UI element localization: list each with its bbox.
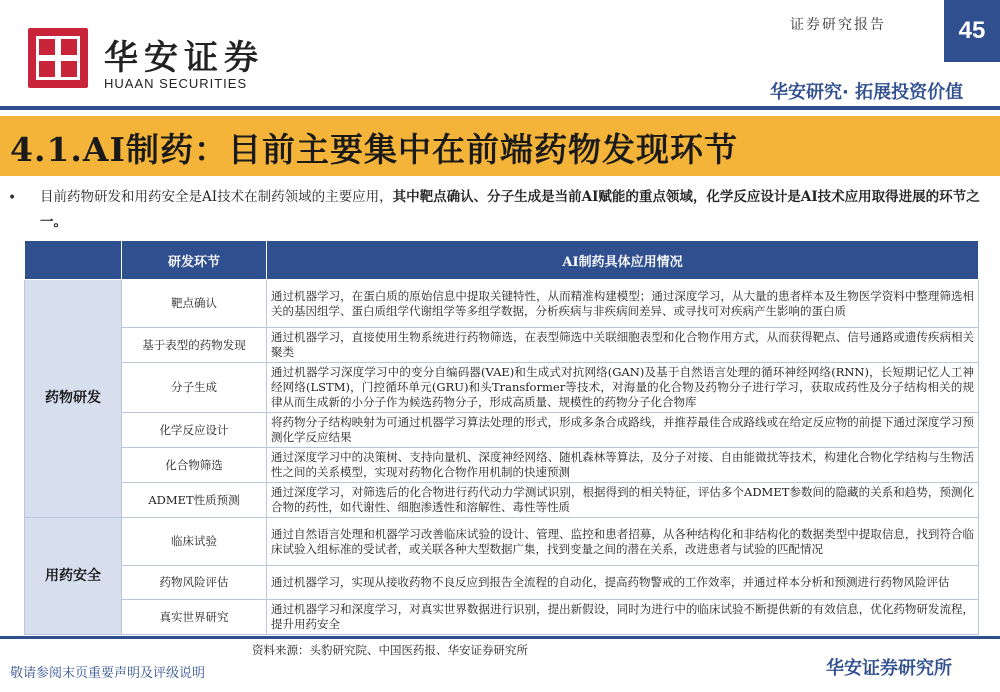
- desc-cell: 通过机器学习，实现从接收药物不良反应到报告全流程的自动化，提高药物警戒的工作效率，并通过样本分析和预测进行药物风险评估: [267, 566, 979, 600]
- header-divider: [0, 106, 1000, 110]
- desc-cell: 通过机器学习，直接使用生物系统进行药物筛选，在表型筛选中关联细胞表型和化合物作用方式，从而获得靶点、信号通路或遗传疾病相关聚类: [267, 328, 979, 363]
- bullet-marker: •: [8, 190, 17, 206]
- bullet-text-normal: 目前药物研发和用药安全是AI技术在制药领域的主要应用，: [40, 189, 393, 205]
- group-label-medication-safety: 用药安全: [25, 518, 122, 635]
- footer-brand: 华安证券研究所: [826, 658, 952, 679]
- ai-pharma-table: [24, 240, 979, 635]
- table-row: [25, 363, 979, 413]
- bullet-paragraph: [40, 185, 984, 235]
- brand-name-cn: 华安证券: [104, 38, 264, 78]
- step-cell: 分子生成: [122, 363, 267, 413]
- table-row: [25, 280, 979, 328]
- table-row: [25, 518, 979, 566]
- step-cell: 真实世界研究: [122, 600, 267, 635]
- brand-name-en: HUAAN SECURITIES: [104, 76, 248, 91]
- header-stage: 研发环节: [122, 241, 267, 280]
- table-row: [25, 566, 979, 600]
- desc-cell: 通过机器学习深度学习中的变分自编码器(VAE)和生成式对抗网络(GAN)及基于自然语言处理的循环神经网络(RNN)，长短期记忆人工神经网络(LSTM)，门控循环单元(GRU)和头Transformer等技术，对海量的化合物及药物分子进行学习，获取成药性及分子结构相关的规律从而生成新的小分子作为候选药物分子，形成高质量、规模性的药物分子化合物库: [267, 363, 979, 413]
- step-cell: 药物风险评估: [122, 566, 267, 600]
- page-title: 4.1.AI制药：目前主要集中在前端药物发现环节: [10, 130, 738, 169]
- table-row: [25, 413, 979, 448]
- step-cell: 化学反应设计: [122, 413, 267, 448]
- desc-cell: 通过机器学习，在蛋白质的原始信息中提取关键特性，从而精准构建模型；通过深度学习，从大量的患者样本及生物医学资料中整理筛选相关的基因组学、蛋白质组学代谢组学等多组学数据，分析疾病与非疾病间差异、或寻找可对疾病产生影响的蛋白质: [267, 280, 979, 328]
- header-blank-cell: [25, 241, 122, 280]
- bullet-text-bold: 其中靶点确认、分子生成是当前AI赋能的重点领域，化学反应设计是AI技术应用取得进展的环节之一。: [40, 189, 980, 230]
- table-header-row: [25, 241, 979, 280]
- group-label-drug-development: 药物研发: [25, 280, 122, 518]
- step-cell: 临床试验: [122, 518, 267, 566]
- header-application: AI制药具体应用情况: [267, 241, 979, 280]
- company-logo: [28, 28, 88, 88]
- footer-divider: [0, 636, 1000, 639]
- page-number: 45: [944, 0, 1000, 62]
- table-row: [25, 328, 979, 363]
- step-cell: ADMET性质预测: [122, 483, 267, 518]
- desc-cell: 通过深度学习，对筛选后的化合物进行药代动力学测试识别，根据得到的相关特征，评估多个ADMET参数间的隐藏的关系和趋势，预测化合物的药性，如代谢性、细胞渗透性和溶解性、毒性等性质: [267, 483, 979, 518]
- step-cell: 基于表型的药物发现: [122, 328, 267, 363]
- step-cell: 化合物筛选: [122, 448, 267, 483]
- desc-cell: 通过机器学习和深度学习，对真实世界数据进行识别，提出新假设，同时为进行中的临床试验不断提供新的有效信息，优化药物研发流程，提升用药安全: [267, 600, 979, 635]
- desc-cell: 通过深度学习中的决策树、支持向量机、深度神经网络、随机森林等算法，及分子对接、自由能微扰等技术，构建化合物化学结构与生物活性之间的关系模型，实现对药物化合物作用机制的快速预测: [267, 448, 979, 483]
- desc-cell: 通过自然语言处理和机器学习改善临床试验的设计、管理、监控和患者招募，从各种结构化和非结构化的数据类型中提取信息，找到符合临床试验入组标准的受试者，或关联各种大型数据广集，找到变量之间的潜在关系，改进患者与试验的匹配情况: [267, 518, 979, 566]
- report-type-label: 证券研究报告: [790, 17, 886, 33]
- table-row: [25, 483, 979, 518]
- desc-cell: 将药物分子结构映射为可通过机器学习算法处理的形式，形成多条合成路线，并推荐最佳合成路线或在给定反应物的前提下通过深度学习预测化学反应结果: [267, 413, 979, 448]
- header-slogan: 华安研究· 拓展投资价值: [770, 82, 964, 103]
- table-row: [25, 600, 979, 635]
- source-note: 资料来源：头豹研究院、中国医药报、华安证券研究所: [252, 643, 528, 657]
- step-cell: 靶点确认: [122, 280, 267, 328]
- disclaimer-link[interactable]: 敬请参阅末页重要声明及评级说明: [10, 666, 206, 681]
- table-row: [25, 448, 979, 483]
